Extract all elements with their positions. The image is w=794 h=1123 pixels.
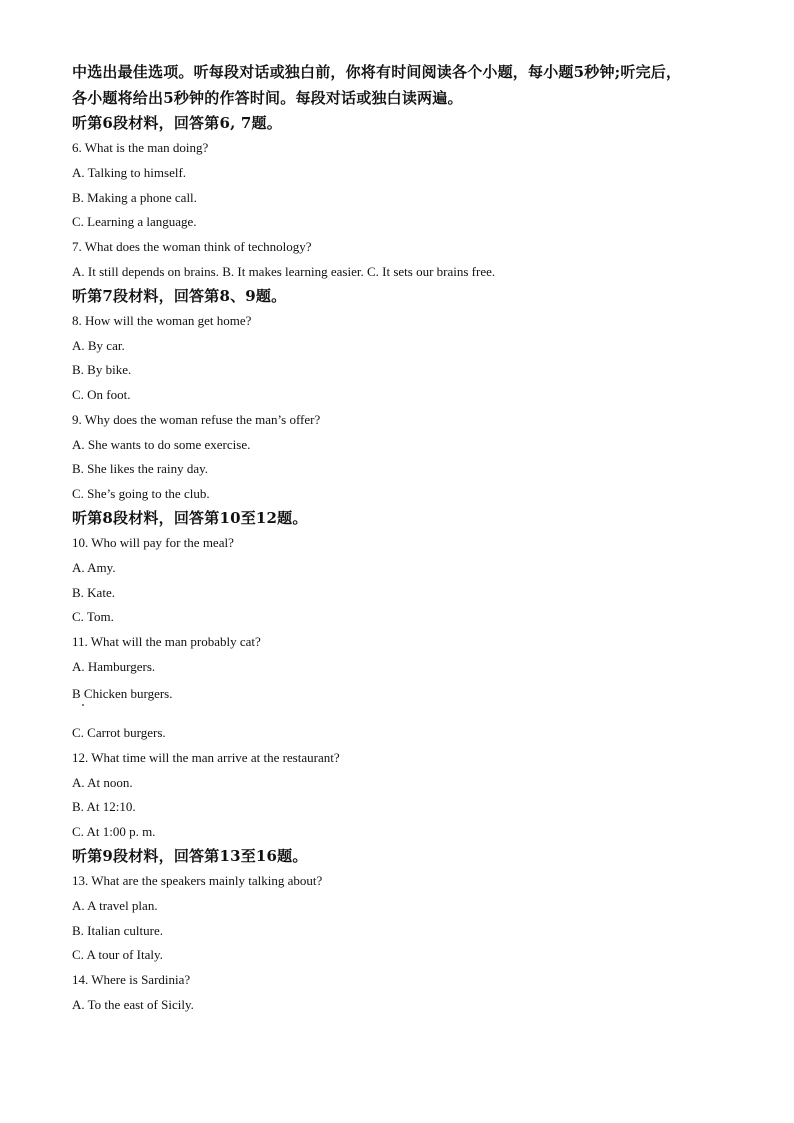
answer-option: A. Talking to himself. bbox=[72, 165, 187, 180]
answer-option: B. Italian culture. bbox=[72, 923, 163, 938]
answer-option: A. To the east of Sicily. bbox=[72, 997, 194, 1012]
section-heading: 听第7段材料，回答第8、9题。 bbox=[72, 287, 287, 305]
answer-option: A. At noon. bbox=[72, 775, 133, 790]
answer-option: A. It still depends on brains. B. It makes learning easier. C. It sets our brains free. bbox=[72, 264, 496, 279]
stray-dot-mark bbox=[82, 704, 84, 706]
question: 8. How will the woman get home? bbox=[72, 313, 252, 328]
question: 7. What does the woman think of technology? bbox=[72, 239, 312, 254]
question: 9. Why does the woman refuse the man’s offer? bbox=[72, 412, 321, 427]
answer-option: A. By car. bbox=[72, 338, 125, 353]
answer-option: A. She wants to do some exercise. bbox=[72, 437, 251, 452]
answer-option: B. Making a phone call. bbox=[72, 190, 197, 205]
answer-option: A. Hamburgers. bbox=[72, 659, 156, 674]
answer-option: B. By bike. bbox=[72, 362, 132, 377]
answer-option: C. On foot. bbox=[72, 387, 131, 402]
question: 14. Where is Sardinia? bbox=[72, 972, 191, 987]
question: 13. What are the speakers mainly talking about? bbox=[72, 873, 323, 888]
question: 10. Who will pay for the meal? bbox=[72, 535, 234, 550]
intro-line-2: 各小题将给出5秒钟的作答时间。每段对话或独白读两遍。 bbox=[72, 89, 463, 107]
section-heading: 听第9段材料，回答第13至16题。 bbox=[72, 847, 308, 865]
question: 11. What will the man probably cat? bbox=[72, 634, 261, 649]
answer-option: C. At 1:00 p. m. bbox=[72, 824, 156, 839]
section-heading: 听第6段材料，回答第6, 7题。 bbox=[72, 114, 282, 132]
answer-option: A. A travel plan. bbox=[72, 898, 158, 913]
section-heading: 听第8段材料，回答第10至12题。 bbox=[72, 509, 308, 527]
question: 12. What time will the man arrive at the restaurant? bbox=[72, 750, 340, 765]
answer-option: A. Amy. bbox=[72, 560, 116, 575]
answer-option: C. She’s going to the club. bbox=[72, 486, 210, 501]
answer-option: B Chicken burgers. bbox=[72, 686, 173, 701]
answer-option: B. Kate. bbox=[72, 585, 115, 600]
answer-option: C. Learning a language. bbox=[72, 214, 197, 229]
answer-option: C. Tom. bbox=[72, 609, 114, 624]
intro-line-1: 中选出最佳选项。听每段对话或独白前，你将有时间阅读各个小题，每小题5秒钟;听完后， bbox=[72, 63, 682, 81]
answer-option: B. At 12:10. bbox=[72, 799, 136, 814]
answer-option: B. She likes the rainy day. bbox=[72, 461, 208, 476]
answer-option: C. A tour of Italy. bbox=[72, 947, 163, 962]
answer-option: C. Carrot burgers. bbox=[72, 725, 166, 740]
question: 6. What is the man doing? bbox=[72, 140, 209, 155]
